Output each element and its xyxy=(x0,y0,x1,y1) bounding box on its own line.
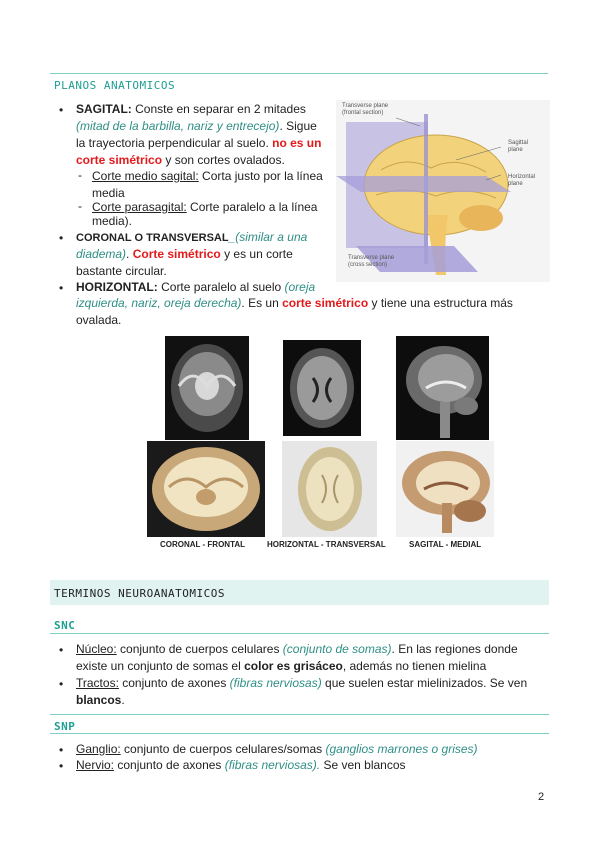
section-title-planos: PLANOS ANATOMICOS xyxy=(54,79,176,92)
sagital-red: no es un xyxy=(272,136,322,150)
nucleo-line-2 xyxy=(76,658,486,675)
sub-text: Corta justo por la línea xyxy=(198,169,323,183)
label-sagittal: Sagittal xyxy=(508,140,529,146)
snp-top-rule xyxy=(50,714,549,715)
nucleo-label: Núcleo: xyxy=(76,642,117,656)
coronal-text: . xyxy=(126,247,133,261)
bullet: • xyxy=(59,743,64,757)
tractos-text: que suelen estar mielinizados. Se ven xyxy=(321,676,528,690)
sagital-line-4 xyxy=(76,152,285,169)
coronal-line-1 xyxy=(76,229,307,247)
horizontal-text: y tiene una estructura más xyxy=(368,296,513,310)
horizontal-italic: izquierda, nariz, oreja derecha) xyxy=(76,296,242,310)
horizontal-line-2 xyxy=(76,295,513,312)
tractos-text: . xyxy=(121,693,125,707)
sagital-text: Conste en separar en 2 mitades xyxy=(131,102,306,116)
nucleo-text: . En las regiones donde xyxy=(391,642,518,656)
tractos-italic: (fibras nerviosas) xyxy=(229,676,322,690)
mri-coronal xyxy=(165,336,249,440)
coronal-line-3: bastante circular. xyxy=(76,264,167,278)
label-transverse-bottom: Transverse plane xyxy=(348,255,395,261)
horizontal-text: . Es un xyxy=(241,296,283,310)
specimen-sagittal xyxy=(396,441,494,537)
sagital-line-2 xyxy=(76,118,317,135)
nervio-italic: (fibras nerviosas). xyxy=(224,758,321,772)
ganglio-line xyxy=(76,741,478,758)
sub-label: Corte medio sagital: xyxy=(92,169,199,183)
caption-coronal: CORONAL - FRONTAL xyxy=(160,540,246,549)
sagital-text: la trayectoria perpendicular al suelo. xyxy=(76,136,273,150)
top-rule xyxy=(50,73,548,74)
sagital-text: . Sigue xyxy=(279,119,317,133)
tractos-line-1 xyxy=(76,675,527,692)
horizontal-label: HORIZONTAL: xyxy=(76,280,158,294)
bullet: • xyxy=(59,281,64,295)
nucleo-line-1 xyxy=(76,641,518,658)
horizontal-red: corte simétrico xyxy=(282,296,369,310)
coronal-italic: diadema) xyxy=(76,247,127,261)
ganglio-text: conjunto de cuerpos celulares/somas xyxy=(120,742,326,756)
sagital-italic: (mitad de la barbilla, nariz y entrecejo) xyxy=(76,119,280,133)
label-transverse-top: Transverse plane xyxy=(342,103,389,109)
nervio-text: conjunto de axones xyxy=(114,758,225,772)
bullet: • xyxy=(59,103,64,117)
dash: - xyxy=(78,168,82,182)
snp-rule xyxy=(50,733,549,734)
sagital-line-1 xyxy=(76,101,322,118)
nucleo-bold: color es grisáceo xyxy=(244,659,343,673)
sagital-text: y son cortes ovalados. xyxy=(162,153,285,167)
sagital-red: corte simétrico xyxy=(76,153,163,167)
tractos-text: conjunto de axones xyxy=(118,676,230,690)
bullet: • xyxy=(59,677,64,691)
specimen-horizontal xyxy=(282,441,377,537)
page-number: 2 xyxy=(538,791,545,803)
coronal-text: y es un corte xyxy=(220,247,293,261)
nervio-label: Nervio: xyxy=(76,758,115,772)
ganglio-italic: (ganglios marrones o grises) xyxy=(325,742,478,756)
label-frontal: (frontal section) xyxy=(342,110,384,116)
specimen-coronal xyxy=(147,441,265,537)
horizontal-line-1 xyxy=(76,279,315,296)
sub-label: Corte parasagital: xyxy=(92,200,187,214)
nervio-line xyxy=(76,757,406,774)
coronal-italic: _(similar a una xyxy=(228,230,308,244)
subsection-title-snp: SNP xyxy=(54,720,76,733)
bullet: • xyxy=(59,231,64,245)
sub-parasagital-2: media). xyxy=(92,214,133,228)
sub-medio-sagital-2: media xyxy=(92,186,125,200)
coronal-label: CORONAL O TRANSVERSAL xyxy=(76,232,229,244)
tractos-line-2 xyxy=(76,692,125,709)
ganglio-label: Ganglio: xyxy=(76,742,121,756)
caption-horizontal: HORIZONTAL - TRANSVERSAL xyxy=(267,540,386,549)
coronal-red: Corte simétrico xyxy=(132,247,221,261)
label-cross: (cross section) xyxy=(348,262,388,268)
snc-rule xyxy=(50,633,549,634)
subsection-title-snc: SNC xyxy=(54,619,76,632)
horizontal-line-3: ovalada. xyxy=(76,313,122,327)
label-plane2: plane xyxy=(508,181,523,187)
nucleo-text: , además no tienen mielina xyxy=(342,659,487,673)
sagital-label: SAGITAL: xyxy=(76,102,132,116)
dash: - xyxy=(78,199,82,213)
sub-text: Corte paralelo a la línea xyxy=(186,200,318,214)
section-title-terminos: TERMINOS NEUROANATOMICOS xyxy=(54,587,225,600)
label-horizontal: Horizontal xyxy=(508,174,536,180)
label-plane1: plane xyxy=(508,147,523,153)
horizontal-text: Corte paralelo al suelo xyxy=(157,280,285,294)
mri-sagittal xyxy=(396,336,489,440)
nervio-text: Se ven blancos xyxy=(320,758,406,772)
coronal-line-2 xyxy=(76,246,293,263)
caption-sagittal: SAGITAL - MEDIAL xyxy=(409,540,482,549)
bullet: • xyxy=(59,643,64,657)
sub-medio-sagital xyxy=(92,168,323,185)
tractos-bold: blancos xyxy=(76,693,122,707)
nucleo-text: conjunto de cuerpos celulares xyxy=(116,642,283,656)
bullet: • xyxy=(59,759,64,773)
horizontal-italic: (oreja xyxy=(284,280,316,294)
tractos-label: Tractos: xyxy=(76,676,119,690)
sagital-line-3 xyxy=(76,135,321,152)
nucleo-italic: (conjunto de somas) xyxy=(282,642,392,656)
mri-horizontal xyxy=(283,340,361,436)
nucleo-text: existe un conjunto de somas el xyxy=(76,659,245,673)
brain-planes-diagram xyxy=(336,100,550,282)
